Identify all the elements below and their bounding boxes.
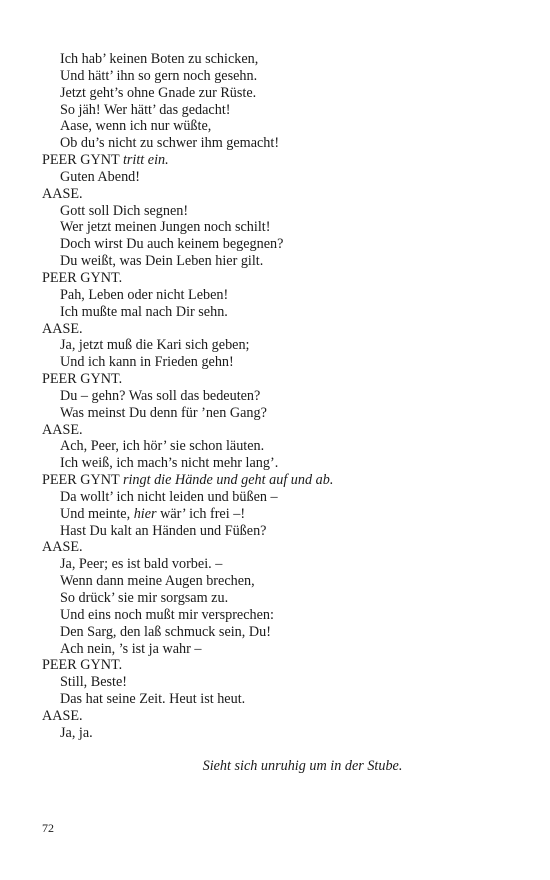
speaker-line (42, 472, 512, 489)
line-text: Still, Beste! (60, 674, 127, 691)
speaker-line (42, 708, 512, 725)
line-text: Wer jetzt meinen Jungen noch schilt! (60, 219, 271, 236)
verse-line (42, 102, 512, 119)
line-text: Ich mußte mal nach Dir sehn. (60, 303, 228, 320)
line-text: Jetzt geht’s ohne Gnade zur Rüste. (60, 84, 257, 101)
verse-line (42, 405, 512, 422)
verse-line (42, 674, 512, 691)
verse-line (42, 624, 512, 641)
line-text: Das hat seine Zeit. Heut ist heut. (60, 691, 246, 708)
verse-line (42, 287, 512, 304)
line-text: Doch wirst Du auch keinem begegnen? (60, 236, 284, 253)
verse-line (42, 51, 512, 68)
verse-line (42, 337, 512, 354)
verse-line (42, 438, 512, 455)
stage-note-text: ringt die Hände und geht auf und ab. (122, 472, 334, 489)
verse-line (42, 388, 512, 405)
verse-line (42, 219, 512, 236)
verse-line (42, 203, 512, 220)
line-text: PEER GYNT (42, 472, 123, 489)
verse-line (42, 556, 512, 573)
verse-line (42, 236, 512, 253)
speaker-line (42, 270, 512, 287)
verse-line (42, 354, 512, 371)
line-text: AASE. (42, 539, 83, 556)
line-text: Ach nein, ’s ist ja wahr – (60, 640, 202, 657)
verse-line (42, 253, 512, 270)
stage-direction: Sieht sich unruhig um in der Stube. (202, 758, 403, 774)
speaker-line (42, 422, 512, 439)
verse-line (42, 169, 512, 186)
line-text: AASE. (42, 185, 83, 202)
line-text: Ach, Peer, ich hör’ sie schon läuten. (60, 438, 265, 455)
verse-line (42, 691, 512, 708)
stage-note-text: hier (133, 505, 157, 522)
line-text: Und eins noch mußt mir versprechen: (60, 606, 274, 623)
line-text: Gott soll Dich segnen! (60, 202, 189, 219)
verse-line (42, 607, 512, 624)
line-text: PEER GYNT. (42, 657, 123, 674)
play-text (42, 51, 512, 742)
verse-line (42, 725, 512, 742)
verse-line (42, 641, 512, 658)
line-text: Und meinte, (60, 505, 134, 522)
line-text: Guten Abend! (60, 168, 140, 185)
line-text: Und ich kann in Frieden gehn! (60, 354, 234, 371)
verse-line (42, 135, 512, 152)
line-text: Hast Du kalt an Händen und Füßen? (60, 522, 267, 539)
verse-line (42, 523, 512, 540)
line-text: Pah, Leben oder nicht Leben! (60, 286, 229, 303)
verse-line (42, 85, 512, 102)
line-text: Und hätt’ ihn so gern noch gesehn. (60, 67, 258, 84)
verse-line (42, 68, 512, 85)
line-text: Wenn dann meine Augen brechen, (60, 573, 255, 590)
verse-line (42, 489, 512, 506)
line-text: PEER GYNT. (42, 371, 123, 388)
line-text: Ob du’s nicht zu schwer ihm gemacht! (60, 135, 280, 152)
line-text: Da wollt’ ich nicht leiden und büßen – (60, 488, 278, 505)
speaker-line (42, 371, 512, 388)
line-text: AASE. (42, 320, 83, 337)
line-text: wär’ ich frei –! (156, 505, 246, 522)
line-text: PEER GYNT (42, 152, 123, 169)
line-text: PEER GYNT. (42, 269, 123, 286)
line-text: So drück’ sie mir sorgsam zu. (60, 590, 229, 606)
line-text: Ja, Peer; es ist bald vorbei. – (60, 556, 223, 573)
page-number: 72 (42, 821, 54, 835)
verse-line (42, 455, 512, 472)
line-text: Ich weiß, ich mach’s nicht mehr lang’. (60, 455, 279, 472)
verse-line (42, 573, 512, 590)
line-text: Du weißt, was Dein Leben hier gilt. (60, 253, 264, 270)
line-text: AASE. (42, 707, 83, 724)
line-text: Du – gehn? Was soll das bedeuten? (60, 387, 261, 404)
stage-note-text: tritt ein. (122, 152, 169, 169)
line-text: So jäh! Wer hätt’ das gedacht! (60, 101, 231, 118)
speaker-line (42, 539, 512, 556)
line-text: Den Sarg, den laß schmuck sein, Du! (60, 623, 271, 640)
speaker-line (42, 321, 512, 338)
line-text: AASE. (42, 421, 83, 438)
line-text: Ja, ja. (60, 724, 93, 741)
speaker-line (42, 186, 512, 203)
verse-line (42, 506, 512, 523)
line-text: Ja, jetzt muß die Kari sich geben; (60, 337, 250, 354)
verse-line (42, 590, 512, 607)
line-text: Ich hab’ keinen Boten zu schicken, (60, 51, 259, 67)
line-text: Was meinst Du denn für ’nen Gang? (60, 404, 267, 421)
verse-line (42, 118, 512, 135)
speaker-line (42, 657, 512, 674)
speaker-line (42, 152, 512, 169)
verse-line (42, 304, 512, 321)
line-text: Aase, wenn ich nur wüßte, (60, 118, 212, 135)
